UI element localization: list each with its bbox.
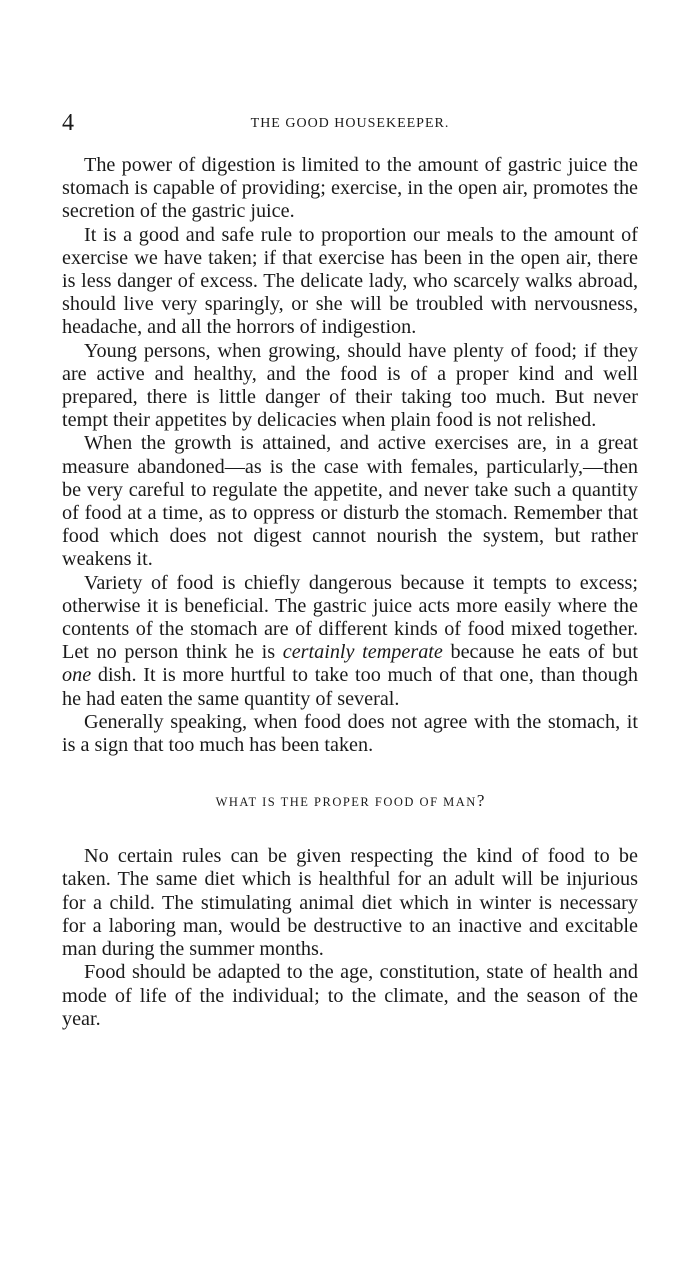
emphasis-text: one [62,664,92,687]
paragraph-text: dish. It is more hurtful to take too much of that one, than though he had eaten the same quantity of several. [62,664,638,710]
paragraph-group-intro [62,154,638,757]
paragraph [62,154,638,224]
paragraph [62,961,638,1031]
running-head: THE GOOD HOUSEKEEPER. [250,116,450,131]
paragraph-text: Food should be adapted to the age, constitution, state of health and mode of life of the individual; to the climate, and the season of the year. [62,961,638,1030]
paragraph-text: Young persons, when growing, should have plenty of food; if they are active and healthy, and the food is of a proper kind and well prepared, there is little danger of their taking too much. But never tempt their appetites by delicacies when plain food is not relished. [62,339,638,432]
paragraph [62,340,638,433]
paragraph [62,432,638,571]
emphasis-text: certainly temperate [282,641,443,664]
section-heading-mark: ? [476,791,485,811]
paragraph-text: The power of digestion is limited to the amount of gastric juice the stomach is capable of providing; exercise, in the open air, promotes the secretion of the gastric juice. [62,154,638,223]
paragraph-text: Generally speaking, when food does not agree with the stomach, it is a sign that too much has been taken. [62,710,638,757]
paragraph [62,845,638,961]
page-header [62,110,638,140]
section-heading-text: WHAT IS THE PROPER FOOD OF MAN [215,795,477,810]
section-heading [62,791,638,812]
paragraph-group-section [62,845,638,1031]
paragraph-text: No certain rules can be given respecting the kind of food to be taken. The same diet which is healthful for an adult will be injurious for a child. The stimulating animal diet which in winter is necessary for a laboring man, would be destructive to an inactive and excitable man during the summer months. [62,845,638,961]
paragraph [62,572,638,711]
paragraph [62,224,638,340]
page-number: 4 [62,110,74,136]
paragraph-text: It is a good and safe rule to proportion our meals to the amount of exercise we have taken; if that exercise has been in the open air, there is less danger of excess. The delicate lady, who scarcely walks abroad, should live very sparingly, or she will be troubled with nervousness, headache, and all the horrors of indigestion. [62,223,638,339]
paragraph-text: Variety of food is chiefly dangerous because it tempts to excess; otherwise it is beneficial. The gastric juice acts more easily where the contents of the stomach are of different kinds of food mixed together. Let no person think he is [62,571,638,664]
paragraph-text: When the growth is attained, and active exercises are, in a great measure abandoned—as is the case with females, particularly,—then be very careful to regulate the appetite, and never take such a quantity of food at a time, as to oppress or disturb the stomach. Remember that food which does not digest cannot nourish the system, but rather weakens it. [62,432,638,571]
body-text [62,154,638,1031]
paragraph-text: because he eats of but [442,641,638,664]
paragraph [62,711,638,757]
